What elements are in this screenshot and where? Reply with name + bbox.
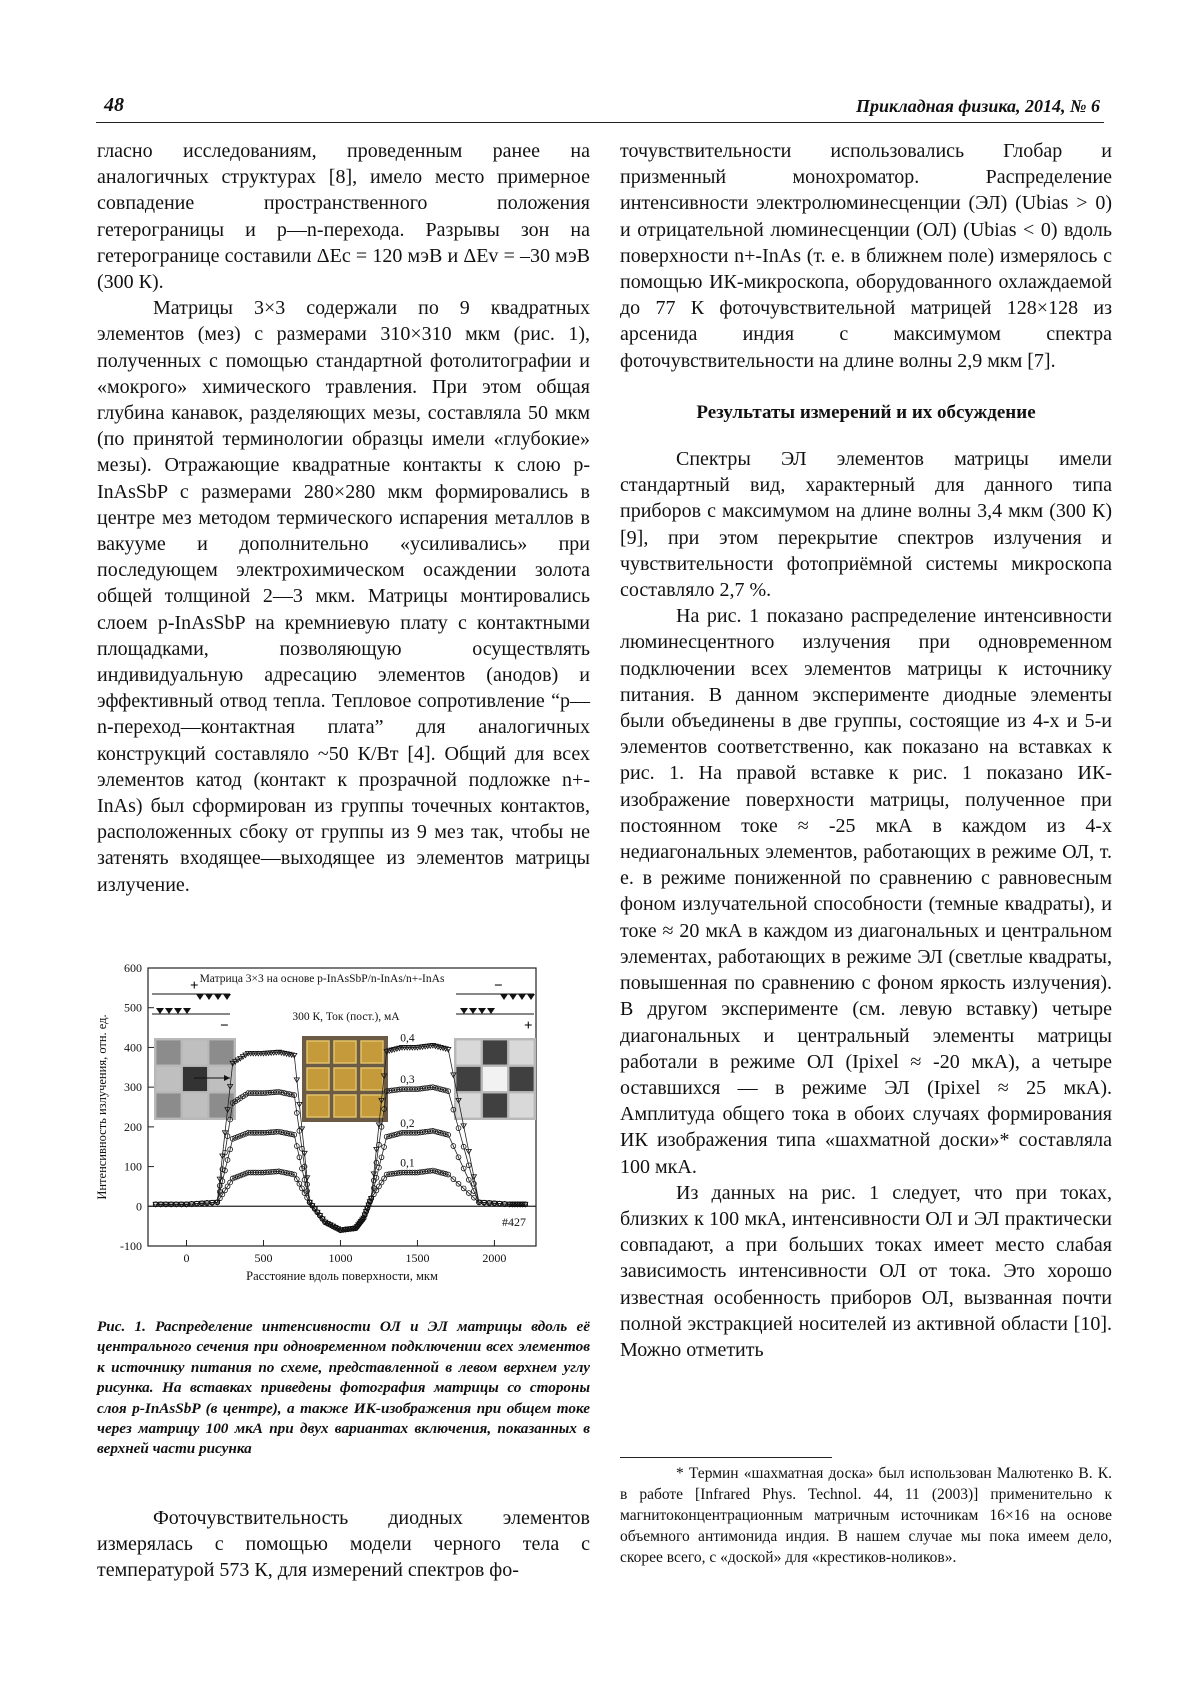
diode [174,1008,182,1014]
intensity-chart [90,960,595,1305]
figure-caption: Рис. 1. Распределение интенсивности ОЛ и ЭЛ матрицы вдоль её центрального сечения при одновременном подключении всех элементов к источнику питания по схеме, представленной в левом верхнем углу рисунка. На вставках приведены фотография матрицы со стороны слоя p-InAsSbP (в центре), а также ИК-изображения при общем токе через матрицу 100 мкА при двух вариантах включения, показанных в верхней части рисунка [97,1318,590,1458]
photo-pixel [307,1095,329,1117]
paragraph: На рис. 1 показано распределение интенсивности люминесцентного излучения при одновременном подключении всех элементов матрицы к источнику питания. В данном эксперименте диодные элементы были объединены в две группы, состоящие из 4-х и 5-и элементов соответственно, как показано на вставках к рис. 1. На правой вставке к рис. 1 показано ИК-изображение поверхности матрицы, полученное при постоянном токе ≈ -25 мкА в каждом из 4-х недиагональных элементов, работающих в режиме ОЛ, т. е. в режиме пониженной по сравнению с равновесным фоном излучательной способности (темные квадраты), и токе ≈ 20 мкА в каждом из диагональных и центральном элементах, работающих в режиме ЭЛ (светлые квадраты, повышенная по сравнению с фоном яркость излучения). В другом эксперименте (см. левую вставку) четыре диагональных и центральный элементы матрицы работали в режиме ОЛ (Ipixel ≈ -20 мкА), а четыре оставшихся — в режиме ЭЛ (Ipixel ≈ 25 мкА). Амплитуда общего тока в обоих случаях формирования ИК изображения типа «шахматной доски»* составляла 100 мкА. [620,605,1112,1178]
ir-pixel [209,1093,233,1117]
paragraph: гласно исследованиям, проведенным ранее на аналогичных структурах [8], имело место примерное совпадение пространственного положения гетерограницы и p—n-перехода. Разрывы зон на гетерогранице составили ΔEc = 120 мэВ и ΔEv = –30 мэВ (300 К). [97,140,590,294]
left-column-bottom [97,1505,590,1584]
left-ir-inset [154,1038,236,1120]
diode [487,1008,495,1014]
section-title: Результаты измерений и их обсуждение [696,401,1036,423]
diode [469,1008,477,1014]
left-column-top [97,138,590,898]
right-column [620,138,1112,1363]
diode [478,1008,486,1014]
series-label: 0,1 [400,1157,415,1170]
y-axis-label: Интенсивность излучения, отн. ед. [95,1014,109,1200]
y-tick-label: 400 [124,1040,142,1055]
paragraph: Из данных на рис. 1 следует, что при токах, близких к 100 мкА, интенсивности ОЛ и ЭЛ практически совпадают, а при больших токах имеет место слабая зависимость интенсивности ОЛ от тока. Это хорошо известная особенность приборов ОЛ, вызванная почти полной экстракцией носителей из активной области [10]. Можно отметить [620,1181,1112,1361]
ir-pixel [456,1067,480,1091]
chart-title: Матрица 3×3 на основе p-InAsSbP/n-InAs/n+-InAs [199,973,445,985]
photo-pixel [307,1068,329,1090]
right-circuit [456,978,535,1034]
y-tick-label: 500 [124,1000,142,1015]
diode [509,994,517,1000]
diode [223,994,231,1000]
ir-pixel [509,1093,533,1117]
photo-pixel [334,1068,356,1090]
photo-pixel [361,1041,383,1063]
x-tick-label: 2000 [482,1251,507,1265]
x-tick-label: 1500 [405,1251,430,1265]
y-tick-label: -100 [120,1239,142,1253]
footnote: * Термин «шахматная доска» был использован Малютенко В. К. в работе [Infrared Phys. Technol. 44, 11 (2003)] применительно к магнитоконцентрационным матричным источникам 16×16 на основе объемного антимонида индия. В нашем случае мы пока имеем дело, скорее всего, с «доской» для «крестиков-ноликов». [620,1465,1112,1566]
diode [214,994,222,1000]
legend-title: 300 К, Ток (пост.), мА [292,1011,400,1023]
diode [156,1008,164,1014]
right-ir-inset [454,1038,536,1120]
diode [205,994,213,1000]
paragraph: Фоточувствительность диодных элементов измерялась с помощью модели черного тела с температурой 573 К, для измерений спектров фо- [97,1507,590,1582]
series-0-2 [153,1128,527,1232]
series-label: 0,2 [400,1117,415,1130]
diode [518,994,526,1000]
y-tick-label: 200 [124,1119,142,1134]
ir-pixel [456,1093,480,1117]
paragraph: Матрицы 3×3 содержали по 9 квадратных элементов (мез) с размерами 310×310 мкм (рис. 1), полученных с помощью стандартной фотолитографии и «мокрого» химического травления. При этом общая глубина канавок, разделяющих мезы, составляла 50 мкм (по принятой терминологии образцы имели «глубокие» мезы). Отражающие квадратные контакты к слою p-InAsSbP с размерами 280×280 мкм формировались в центре мез методом термического испарения металлов в вакууме и дополнительно «усиливались» при последующем электрохимическом осаждении золота общей толщиной 2—3 мкм. Матрицы монтировались слоем p-InAsSbP на кремниевую плату с контактными площадками, позволяющую осуществлять индивидуальную адресацию элементов (анодов) и эффективный отвод тепла. Тепловое сопротивление “p—n-переход—контактная плата” для аналогичных конструкций составляло ~50 К/Вт [4]. Общий для всех элементов катод (контакт к прозрачной подложке n+-InAs) был сформирован из группы точечных контактов, расположенных сбоку от группы из 9 мез так, чтобы не затенять входящее—выходящее из элементов матрицы излучение. [97,297,590,896]
x-tick-label: 1000 [328,1251,353,1265]
ir-pixel [509,1067,533,1091]
ir-pixel [183,1040,207,1064]
photo-pixel [334,1041,356,1063]
sample-label: #427 [502,1215,526,1229]
series-label: 0,4 [400,1032,415,1045]
diode [527,994,535,1000]
footnote-divider [620,1457,832,1458]
page-number: 48 [104,94,124,116]
ir-pixel [483,1093,507,1117]
y-tick-label: 0 [136,1199,142,1214]
photo-pixel [361,1068,383,1090]
ir-pixel [483,1040,507,1064]
page-header [96,92,1104,123]
photo-pixel [307,1041,329,1063]
paragraph: точувствительности использовались Глобар и призменный монохроматор. Распределение интенсивности электролюминесценции (ЭЛ) (Ubias > 0) и отрицательной люминесценции (ОЛ) (Ubias < 0) вдоль поверхности n+-InAs (т. е. в ближнем поле) измерялось с помощью ИК-микроскопа, оборудованного охлаждаемой до 77 К фоточувствительной матрицей 128×128 из арсенида индия с максимумом спектра фоточувствительности на длине волны 2,9 мкм [7]. [620,140,1112,372]
photo-inset [302,1036,388,1122]
series-line [156,1131,526,1230]
x-axis-label: Расстояние вдоль поверхности, мкм [246,1269,438,1283]
ir-pixel [456,1040,480,1064]
paragraph: Спектры ЭЛ элементов матрицы имели стандартный вид, характерный для данного типа приборов с максимумом на длине волны 3,4 мкм (300 К) [9], при этом перекрытие спектров излучения и чувствительности фотоприёмной системы микроскопа составляло 2,7 %. [620,448,1112,602]
ir-pixel [156,1067,180,1091]
left-circuit [152,978,231,1034]
y-tick-label: 300 [124,1080,142,1095]
diode [500,994,508,1000]
ir-pixel [509,1040,533,1064]
y-tick-label: 600 [124,961,142,975]
polarity-sign: + [524,1018,533,1034]
y-tick-label: 100 [124,1159,142,1174]
ir-pixel [483,1067,507,1091]
photo-pixel [334,1095,356,1117]
ir-pixel [183,1067,207,1091]
x-tick-label: 0 [183,1251,190,1265]
polarity-sign: + [190,978,199,994]
diode [183,1008,191,1014]
ir-pixel [209,1040,233,1064]
diode [460,1008,468,1014]
polarity-sign: − [220,1018,229,1034]
figure-1 [90,960,595,1305]
diode [165,1008,173,1014]
x-tick-label: 500 [254,1251,273,1265]
diode [196,994,204,1000]
journal-title: Прикладная физика, 2014, № 6 [855,96,1100,116]
ir-pixel [156,1093,180,1117]
chart-insets [152,978,536,1122]
series-label: 0,3 [400,1074,415,1087]
ir-pixel [156,1040,180,1064]
ir-pixel [183,1093,207,1117]
polarity-sign: − [494,978,503,994]
